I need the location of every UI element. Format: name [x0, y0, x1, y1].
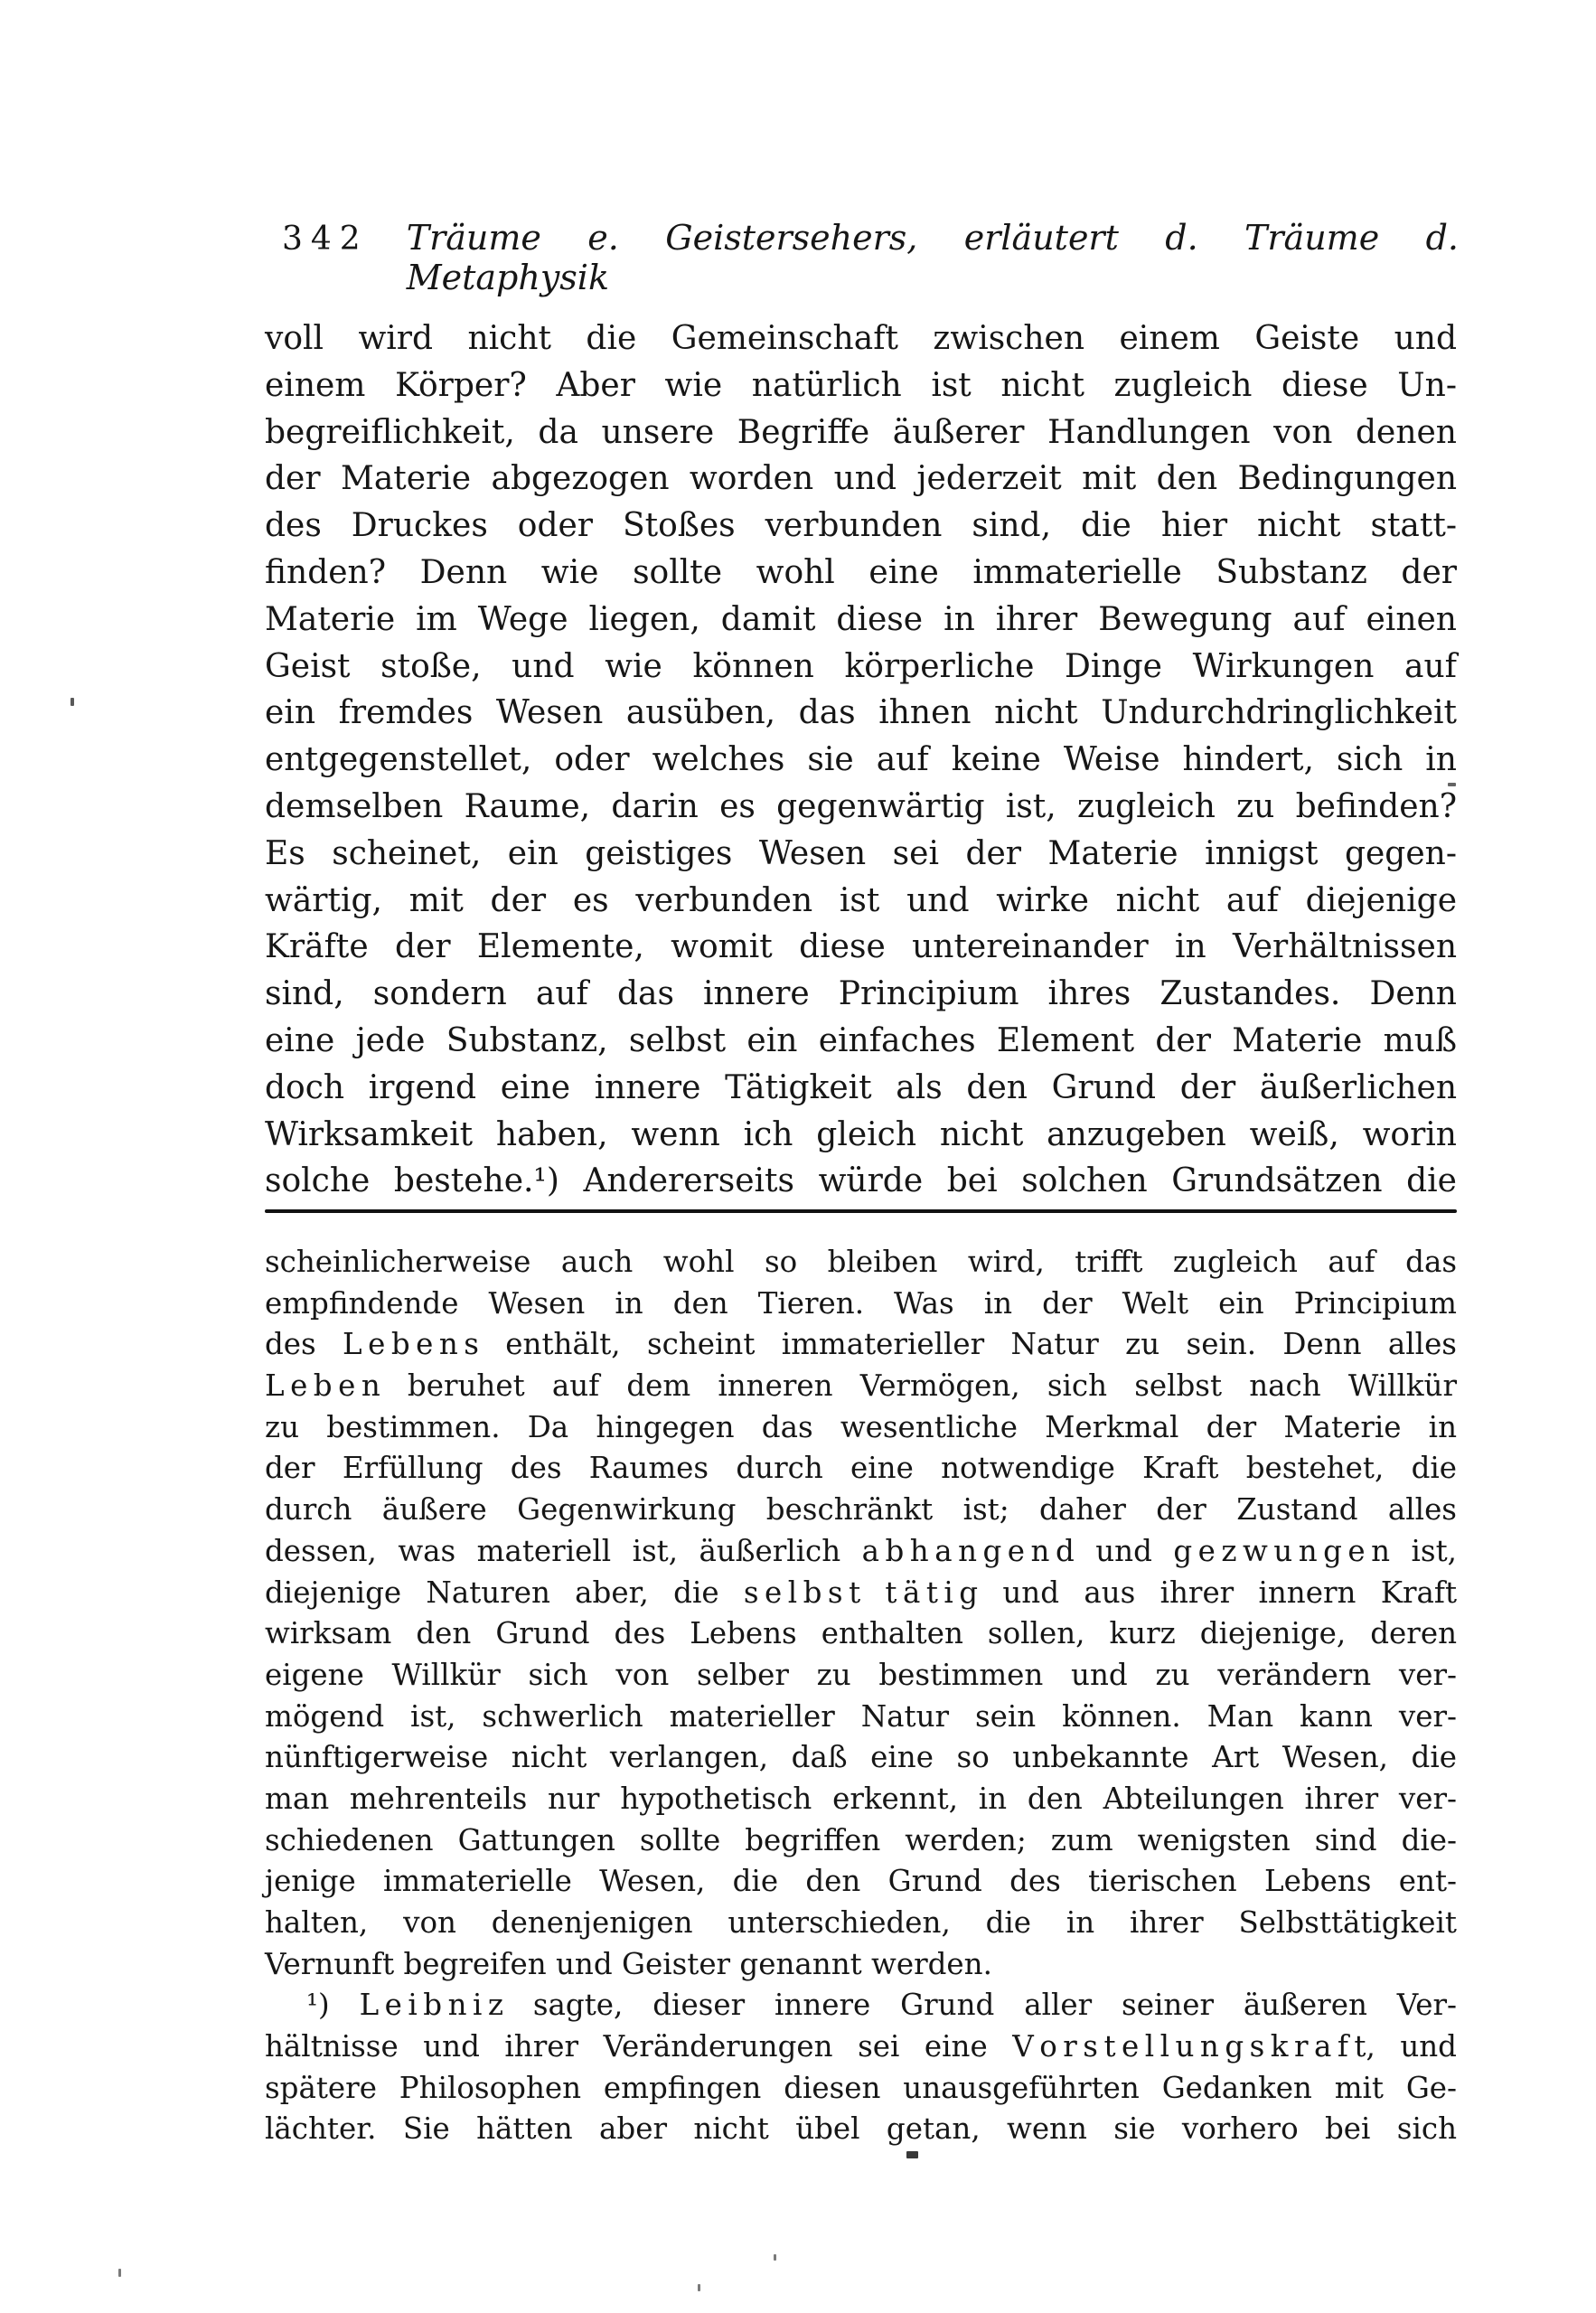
scan-speck — [70, 698, 74, 706]
text-line: des L e b e n s enthält, scheint immaterieller Natur zu sein. Denn alles — [265, 1327, 1457, 1362]
scan-speck — [774, 2254, 776, 2261]
text-line: eine jede Substanz, selbst ein einfaches Element der Materie muß — [265, 1021, 1457, 1059]
footnote-text — [265, 1242, 1457, 2150]
text-line: des Druckes oder Stoßes verbunden sind, die hier nicht statt- — [265, 507, 1457, 545]
text-line: demselben Raume, darin es gegenwärtig ist, zugleich zu befinden? — [265, 787, 1457, 825]
text-line: Vernunft begreifen und Geister genannt werden. — [265, 1946, 992, 1981]
text-line: sind, sondern auf das innere Principium ihres Zustandes. Denn — [265, 975, 1457, 1013]
text-line: hältnisse und ihrer Veränderungen sei eine V o r s t e l l u n g s k r a f t, und — [265, 2029, 1457, 2064]
scan-speck — [698, 2284, 700, 2291]
text-line: solche bestehe.¹) Andererseits würde bei solchen Grundsätzen die — [265, 1162, 1457, 1200]
text-line: mögend ist, schwerlich materieller Natur sein können. Man kann ver- — [265, 1698, 1457, 1734]
text-line: dessen, was materiell ist, äußerlich a b h a n g e n d und g e z w u n g e n ist, — [265, 1533, 1457, 1568]
text-line: finden? Denn wie sollte wohl eine immaterielle Substanz der — [265, 553, 1457, 591]
text-line: Materie im Wege liegen, damit diese in ihrer Bewegung auf einen — [265, 600, 1457, 638]
text-line: Es scheinet, ein geistiges Wesen sei der Materie innigst gegen- — [265, 834, 1457, 872]
text-line: man mehrenteils nur hypothetisch erkennt, in den Abteilungen ihrer ver- — [265, 1781, 1457, 1816]
text-line: entgegenstellet, oder welches sie auf keine Weise hindert, sich in — [265, 741, 1457, 779]
text-line: wirksam den Grund des Lebens enthalten sollen, kurz diejenige, deren — [265, 1616, 1457, 1651]
main-text — [265, 315, 1457, 1205]
scan-speck — [118, 2269, 121, 2277]
text-line: L e b e n beruhet auf dem inneren Vermögen, sich selbst nach Willkür — [265, 1368, 1457, 1404]
text-line: doch irgend eine innere Tätigkeit als den Grund der äußerlichen — [265, 1068, 1457, 1106]
text-line: diejenige Naturen aber, die s e l b s t t ä t i g und aus ihrer innern Kraft — [265, 1575, 1457, 1610]
scan-speck — [1448, 783, 1456, 786]
text-line: wärtig, mit der es verbunden ist und wirke nicht auf diejenige — [265, 881, 1457, 919]
text-line: begreiflichkeit, da unsere Begriffe äußerer Handlungen von denen — [265, 413, 1457, 451]
text-line: schiedenen Gattungen sollte begriffen werden; zum wenigsten sind die- — [265, 1822, 1457, 1857]
text-line: Wirksamkeit haben, wenn ich gleich nicht anzugeben weiß, worin — [265, 1115, 1457, 1153]
text-line: durch äußere Gegenwirkung beschränkt ist; daher der Zustand alles — [265, 1492, 1457, 1528]
text-line: ¹) L e i b n i z sagte, dieser innere Grund aller seiner äußeren Ver- — [306, 1988, 1457, 2023]
footnote-separator-rule — [265, 1209, 1457, 1213]
text-line: einem Körper? Aber wie natürlich ist nicht zugleich diese Un- — [265, 366, 1457, 404]
text-line: spätere Philosophen empfingen diesen unausgeführten Gedanken mit Ge- — [265, 2070, 1457, 2105]
text-line: voll wird nicht die Gemeinschaft zwischen einem Geiste und — [265, 320, 1457, 357]
text-line: halten, von denenjenigen unterschieden, die in ihrer Selbsttätigkeit — [265, 1905, 1457, 1940]
text-line: eigene Willkür sich von selber zu bestimmen und zu verändern ver- — [265, 1657, 1457, 1692]
running-title: Träume e. Geistersehers, erläutert d. Träume d. Metaphysik — [406, 218, 1459, 297]
text-line: jenige immaterielle Wesen, die den Grund des tierischen Lebens ent- — [265, 1864, 1457, 1899]
text-line: Geist stoße, und wie können körperliche Dinge Wirkungen auf — [265, 647, 1457, 685]
text-line: der Materie abgezogen worden und jederzeit mit den Bedingungen — [265, 460, 1457, 498]
page-number: 342 — [282, 221, 369, 258]
text-line: zu bestimmen. Da hingegen das wesentliche Merkmal der Materie in — [265, 1409, 1457, 1444]
running-header — [282, 218, 1459, 297]
text-line: der Erfüllung des Raumes durch eine notwendige Kraft bestehet, die — [265, 1451, 1457, 1486]
text-line: scheinlicherweise auch wohl so bleiben wird, trifft zugleich auf das — [265, 1245, 1457, 1279]
text-line: lächter. Sie hätten aber nicht übel getan, wenn sie vorhero bei sich — [265, 2111, 1457, 2147]
text-line: ein fremdes Wesen ausüben, das ihnen nicht Undurchdringlichkeit — [265, 694, 1457, 732]
text-line: nünftigerweise nicht verlangen, daß eine so unbekannte Art Wesen, die — [265, 1740, 1457, 1775]
scan-speck — [906, 2151, 918, 2158]
text-line: empfindende Wesen in den Tieren. Was in der Welt ein Principium — [265, 1285, 1457, 1321]
text-line: Kräfte der Elemente, womit diese untereinander in Verhältnissen — [265, 928, 1457, 966]
